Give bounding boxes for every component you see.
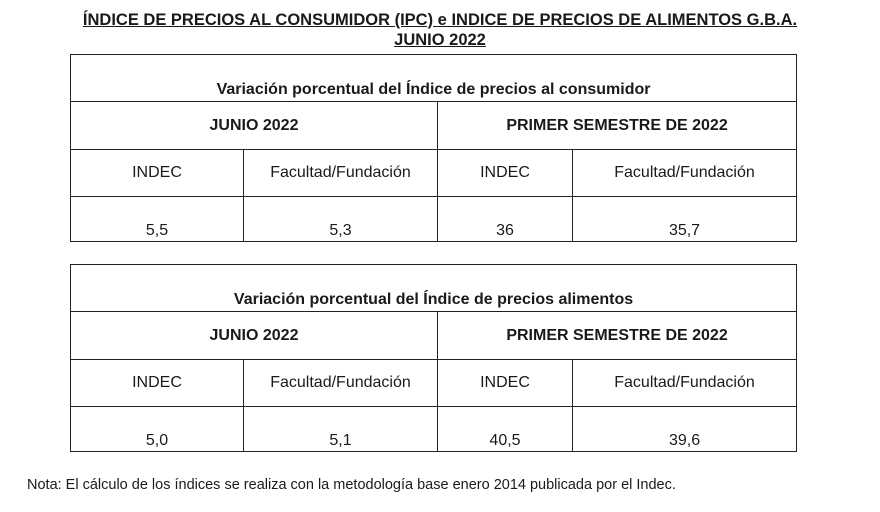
period-header-semester: PRIMER SEMESTRE DE 2022 [438, 312, 797, 360]
footnote: Nota: El cálculo de los índices se realiza con la metodología base enero 2014 publicada por el Indec. [27, 477, 676, 493]
column-header: Facultad/Fundación [573, 360, 797, 407]
table-cell: 5,3 [244, 197, 438, 242]
page-subtitle: JUNIO 2022 [394, 31, 486, 49]
table-caption: Variación porcentual del Índice de precios al consumidor [71, 55, 797, 102]
column-header: INDEC [71, 150, 244, 197]
table-cell: 39,6 [573, 407, 797, 452]
table-cell: 5,1 [244, 407, 438, 452]
page-title: ÍNDICE DE PRECIOS AL CONSUMIDOR (IPC) e INDICE DE PRECIOS DE ALIMENTOS G.B.A. [82, 11, 798, 29]
column-header: INDEC [71, 360, 244, 407]
column-header: Facultad/Fundación [244, 150, 438, 197]
column-header: INDEC [438, 150, 573, 197]
table-cell: 40,5 [438, 407, 573, 452]
table-cell: 5,5 [71, 197, 244, 242]
period-header-month: JUNIO 2022 [71, 102, 438, 150]
column-header: Facultad/Fundación [244, 360, 438, 407]
period-header-semester: PRIMER SEMESTRE DE 2022 [438, 102, 797, 150]
column-header: Facultad/Fundación [573, 150, 797, 197]
table-cell: 36 [438, 197, 573, 242]
column-header: INDEC [438, 360, 573, 407]
table-caption: Variación porcentual del Índice de precios alimentos [71, 265, 797, 312]
table-cell: 5,0 [71, 407, 244, 452]
food-index-table [70, 264, 797, 452]
table-cell: 35,7 [573, 197, 797, 242]
ipc-table [70, 54, 797, 242]
period-header-month: JUNIO 2022 [71, 312, 438, 360]
